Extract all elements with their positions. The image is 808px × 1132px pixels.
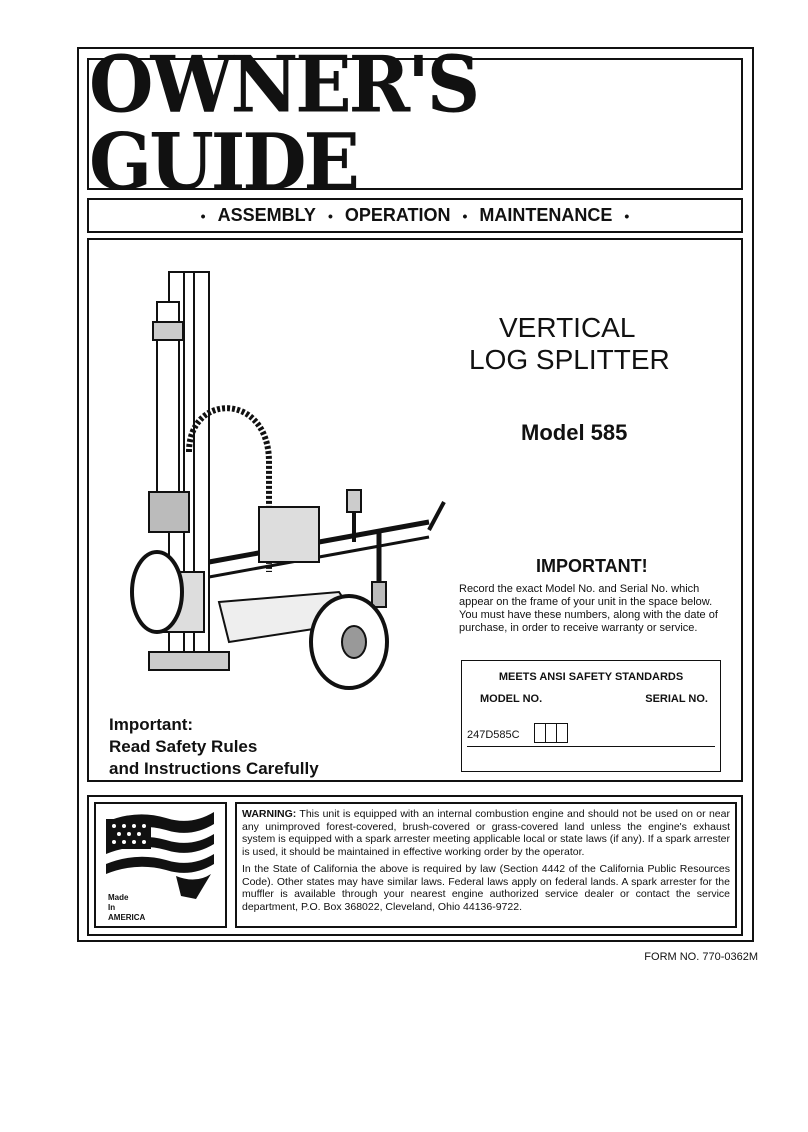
caption-in: In [108,903,116,912]
banner-maintenance: MAINTENANCE [479,205,613,225]
warning-text-box [235,802,737,928]
bullet-4: • [624,207,630,224]
main-panel [87,238,743,782]
registration-box [461,660,721,772]
warning-panel [87,795,743,936]
product-title-line1: VERTICAL [499,312,636,343]
made-in-america-caption [108,893,145,923]
warning-paragraph-2: In the State of California the above is required by law (Section 4442 of the California Public Resources Code). Other states may have similar laws. Federal laws apply on federal lands. A spark arrester for the muffler is available through your nearest engine authorized service dealer or contact the service department, P.O. Box 368022, Cleveland, Ohio 44136-9722. [242,863,730,913]
bullet-3: • [462,207,468,224]
bullet-1: • [200,207,206,224]
safety-reminder [109,714,319,780]
form-number: FORM NO. 770-0362M [644,951,758,963]
ansi-standards-label: MEETS ANSI SAFETY STANDARDS [498,671,684,683]
serial-no-label: SERIAL NO. [645,693,708,705]
banner-operation: OPERATION [344,205,451,225]
safety-reminder-line3: and Instructions Carefully [109,759,319,778]
model-no-label: MODEL NO. [480,693,543,705]
serial-write-line [467,746,715,747]
log-splitter-illustration [129,262,459,692]
title-panel [87,40,743,208]
american-flag-icon [96,804,225,904]
made-in-america-badge [94,802,227,928]
important-instructions: Record the exact Model No. and Serial No. which appear on the frame of your unit in the space below. You must have these numbers, along with the date of purchase, in order to receive warranty or service. [459,583,718,634]
model-number-title: Model 585 [521,420,628,445]
topics-banner [87,198,743,233]
product-title [469,312,670,376]
warning-label: WARNING: [242,808,297,820]
warning-paragraph-1 [242,808,730,858]
safety-reminder-line1: Important: [109,715,194,734]
model-no-value: 247D585C [467,729,520,741]
important-heading: IMPORTANT! [536,556,648,576]
warning-text-1: This unit is equipped with an internal combustion engine and should not be used on or near any unimproved forest-covered, brush-covered or grass-covered land unless the engine's exhaust system is equipped with a spark arrester meeting applicable local or state laws (if any). If a spark arrester is used, it should be maintained in effective working order by the operator. [242,808,730,858]
document-title: OWNER'S GUIDE [89,40,478,208]
bullet-2: • [327,207,333,224]
banner-assembly: ASSEMBLY [217,205,316,225]
product-title-line2: LOG SPLITTER [469,344,670,375]
caption-made: Made [108,893,129,902]
caption-america: AMERICA [108,913,146,922]
serial-number-boxes [534,723,567,743]
safety-reminder-line2: Read Safety Rules [109,737,258,756]
serial-box [556,723,568,743]
